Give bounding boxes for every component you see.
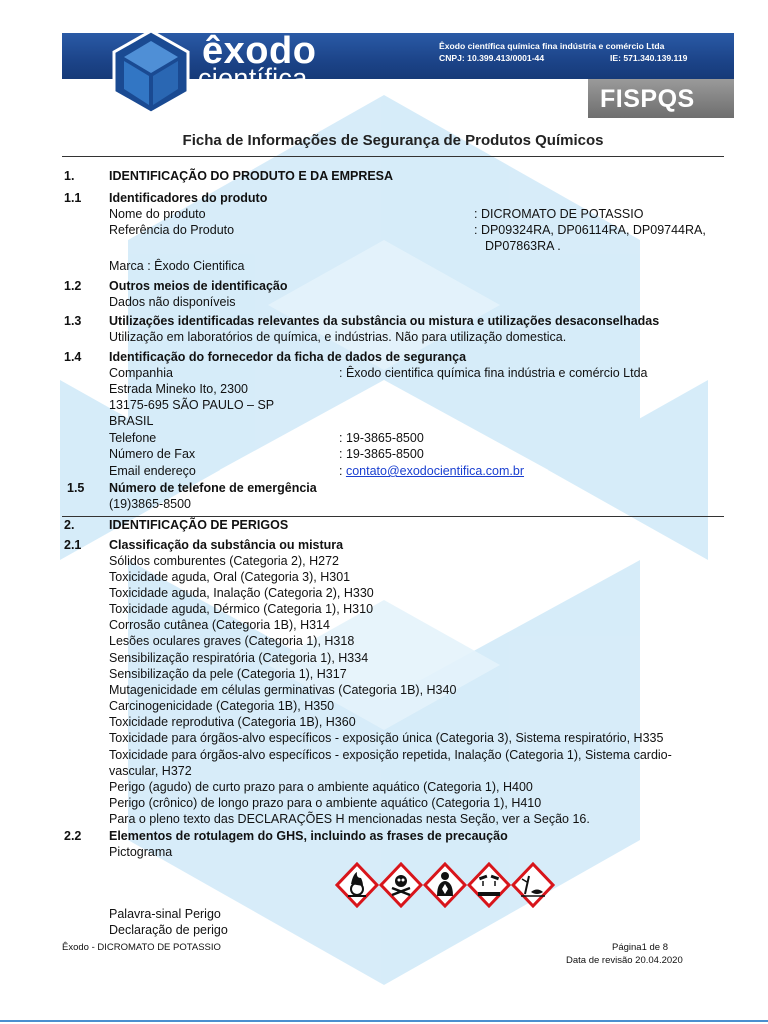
section-1-3-number: 1.3 (64, 314, 82, 328)
section-1-3-text: Utilização em laboratórios de química, e indústrias. Não para utilização domestica. (109, 330, 567, 344)
title-rule (62, 156, 724, 157)
environment-icon (513, 864, 553, 906)
state-registration: IE: 571.340.139.119 (610, 53, 688, 63)
hazard-line: Perigo (crônico) de longo prazo para o ambiente aquático (Categoria 1), H410 (109, 796, 542, 810)
document-title: Ficha de Informações de Segurança de Produtos Químicos (182, 132, 604, 149)
oxidizer-icon (337, 864, 377, 906)
signal-word: Palavra-sinal Perigo (109, 907, 221, 921)
fax-label: Número de Fax (109, 447, 196, 461)
hazard-line: vascular, H372 (109, 764, 192, 778)
hazard-line: Carcinogenicidade (Categoria 1B), H350 (109, 699, 335, 713)
section-2-1-number: 2.1 (64, 538, 82, 552)
section-2-1-title: Classificação da substância ou mistura (109, 538, 344, 552)
hazard-line: Toxicidade para órgãos-alvo específicos - exposição repetida, Inalação (Categoria 1), Sistema cardio- (109, 748, 672, 762)
fax-value: : 19-3865-8500 (339, 447, 424, 461)
hazard-line: Para o pleno texto das DECLARAÇÕES H mencionadas nesta Seção, ver a Seção 16. (109, 812, 590, 826)
product-name-label: Nome do produto (109, 207, 206, 221)
section-1-1-number: 1.1 (64, 191, 82, 205)
address-line-1: Estrada Mineko Ito, 2300 (109, 382, 248, 396)
hazard-line: Corrosão cutânea (Categoria 1B), H314 (109, 618, 330, 632)
section-1-2-number: 1.2 (64, 279, 82, 293)
hazard-line: Lesões oculares graves (Categoria 1), H318 (109, 634, 355, 648)
footer-revision-date: Data de revisão 20.04.2020 (566, 955, 683, 966)
brand-label: Marca : Êxodo Cientifica (109, 259, 245, 273)
brand-name: êxodo (202, 30, 317, 72)
email-label: Email endereço (109, 464, 196, 478)
address-line-2: 13175-695 SÃO PAULO – SP (109, 398, 275, 412)
hazard-statement-label: Declaração de perigo (109, 923, 228, 937)
health-hazard-icon (425, 864, 465, 906)
address-line-3: BRASIL (109, 414, 154, 428)
hazard-line: Sensibilização da pele (Categoria 1), H317 (109, 667, 347, 681)
email-colon: : (339, 464, 346, 478)
cnpj: CNPJ: 10.399.413/0001-44 (439, 53, 545, 63)
phone-value: : 19-3865-8500 (339, 431, 424, 445)
section-1-2-title: Outros meios de identificação (109, 279, 288, 293)
hazard-line: Toxicidade para órgãos-alvo específicos - exposição única (Categoria 3), Sistema respiratório, H335 (109, 731, 664, 745)
footer-product: Êxodo - DICROMATO DE POTASSIO (62, 942, 221, 953)
hazard-line: Sensibilização respiratória (Categoria 1), H334 (109, 651, 369, 665)
corrosion-icon (469, 864, 509, 906)
pictogram-label: Pictograma (109, 845, 173, 859)
hazard-line: Toxicidade aguda, Dérmico (Categoria 1), H310 (109, 602, 374, 616)
section-1-1-title: Identificadores do produto (109, 191, 268, 205)
ghs-pictograms (335, 862, 555, 908)
section-1-4-title: Identificação do fornecedor da ficha de dados de segurança (109, 350, 467, 364)
product-ref-value: : DP09324RA, DP06114RA, DP09744RA, (474, 223, 706, 237)
hazard-line: Sólidos comburentes (Categoria 2), H272 (109, 554, 339, 568)
phone-label: Telefone (109, 431, 157, 445)
hazard-line: Toxicidade aguda, Oral (Categoria 3), H301 (109, 570, 351, 584)
section-1-5-number: 1.5 (67, 481, 85, 495)
company-name: Êxodo científica química fina indústria e comércio Ltda (439, 41, 665, 51)
section-1-4-number: 1.4 (64, 350, 82, 364)
emergency-phone: (19)3865-8500 (109, 497, 192, 511)
section-1-number: 1. (64, 169, 75, 183)
section-1-5-title: Número de telefone de emergência (109, 481, 317, 495)
hazard-line: Toxicidade reprodutiva (Categoria 1B), H360 (109, 715, 356, 729)
exodo-logo-icon (106, 27, 196, 117)
fispqs-badge (588, 79, 734, 118)
section-1-title: IDENTIFICAÇÃO DO PRODUTO E DA EMPRESA (109, 169, 394, 183)
section-2-2-title: Elementos de rotulagem do GHS, incluindo as frases de precaução (109, 829, 508, 843)
section-2-2-number: 2.2 (64, 829, 82, 843)
skull-crossbones-icon (381, 864, 421, 906)
company-label: Companhia (109, 366, 173, 380)
section-1-2-text: Dados não disponíveis (109, 295, 236, 309)
fispqs-label: FISPQS (600, 85, 695, 113)
section-2-number: 2. (64, 518, 75, 532)
company-value: : Êxodo cientifica química fina indústria e comércio Ltda (339, 366, 648, 380)
product-ref-value-cont: DP07863RA . (485, 239, 561, 253)
bottom-border (0, 1020, 768, 1022)
email-row (339, 463, 524, 479)
section-1-3-title: Utilizações identificadas relevantes da substância ou mistura e utilizações desaconselhadas (109, 314, 660, 328)
hazard-line: Toxicidade aguda, Inalação (Categoria 2), H330 (109, 586, 374, 600)
footer-page-number: Página1 de 8 (612, 942, 668, 953)
email-link[interactable]: contato@exodocientifica.com.br (345, 464, 525, 478)
hazard-line: Perigo (agudo) de curto prazo para o ambiente aquático (Categoria 1), H400 (109, 780, 533, 794)
section-2-title: IDENTIFICAÇÃO DE PERIGOS (109, 518, 289, 532)
product-ref-label: Referência do Produto (109, 223, 235, 237)
product-name-value: : DICROMATO DE POTASSIO (474, 207, 644, 221)
hazard-line: Mutagenicidade em células germinativas (Categoria 1B), H340 (109, 683, 457, 697)
brand-subtitle: científica (198, 63, 308, 93)
header (62, 30, 734, 118)
